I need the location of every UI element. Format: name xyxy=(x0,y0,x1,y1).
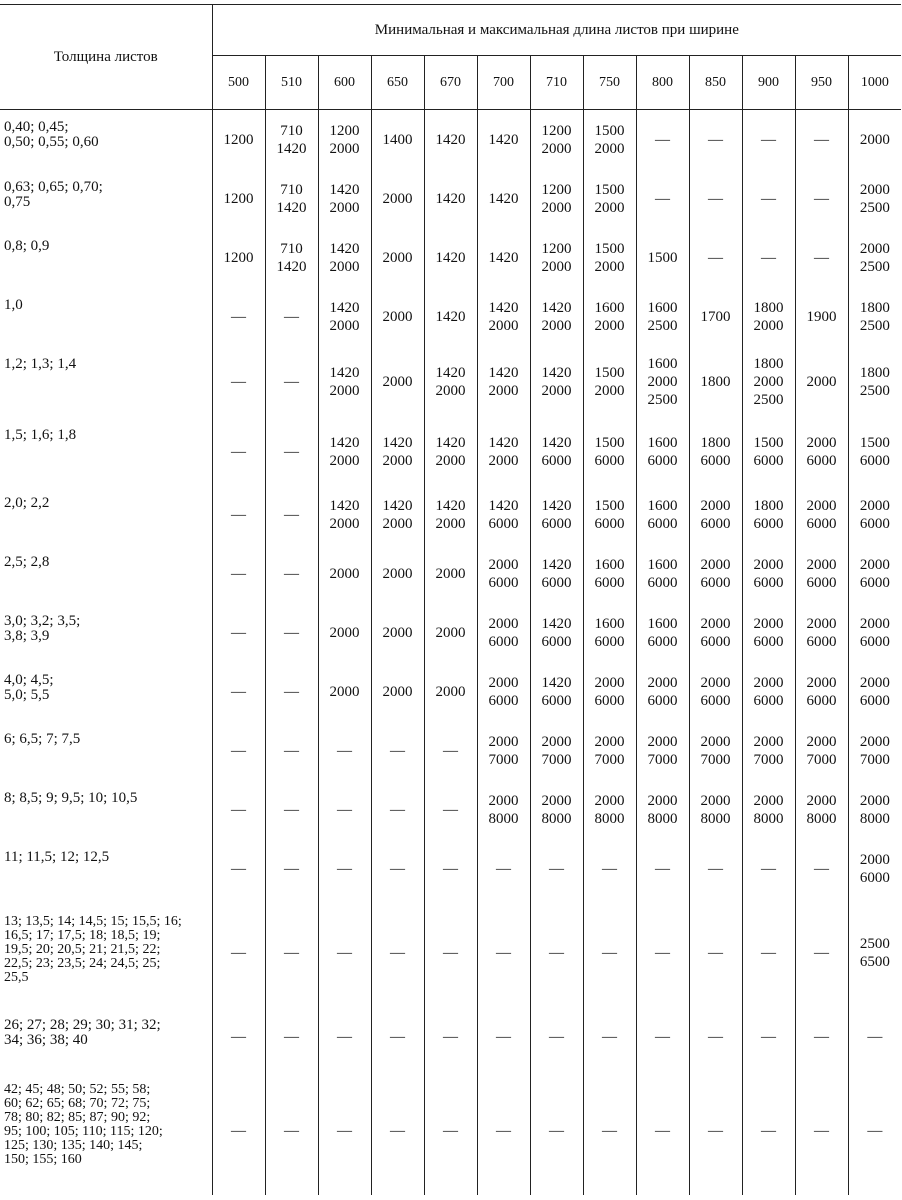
length-cell: 2000 2500 xyxy=(848,229,901,288)
length-cell: 1500 2000 xyxy=(583,229,636,288)
length-cell: 1420 6000 xyxy=(530,663,583,722)
thickness-cell: 4,0; 4,5; 5,0; 5,5 xyxy=(4,671,54,703)
length-cell: 2000 7000 xyxy=(742,722,795,781)
length-cell: 1200 xyxy=(212,170,265,229)
length-cell: 1800 6000 xyxy=(742,486,795,545)
length-cell: 2000 6000 xyxy=(742,604,795,663)
length-cell: 1500 6000 xyxy=(583,418,636,486)
length-cell: 1420 2000 xyxy=(530,347,583,418)
thickness-cell: 3,0; 3,2; 3,5; 3,8; 3,9 xyxy=(4,612,81,644)
length-cell: — xyxy=(689,1008,742,1067)
thickness-cell: 1,5; 1,6; 1,8 xyxy=(4,426,77,443)
length-cell: 1420 2000 xyxy=(477,288,530,347)
length-cell: — xyxy=(795,899,848,1008)
length-cell: — xyxy=(477,840,530,899)
length-cell: 2000 8000 xyxy=(848,781,901,840)
length-cell: — xyxy=(424,1067,477,1195)
length-cell: 2000 xyxy=(424,604,477,663)
length-cell: — xyxy=(583,899,636,1008)
length-cell: 1420 2000 xyxy=(318,418,371,486)
length-cell: — xyxy=(583,1008,636,1067)
width-header-750: 750 xyxy=(583,56,636,110)
length-cell: 2000 xyxy=(424,663,477,722)
length-cell: 2000 6000 xyxy=(795,545,848,604)
length-cell: — xyxy=(318,840,371,899)
width-header-800: 800 xyxy=(636,56,689,110)
thickness-column-header: Толщина листов xyxy=(0,5,212,110)
length-cell: — xyxy=(265,486,318,545)
thickness-cell: 42; 45; 48; 50; 52; 55; 58; 60; 62; 65; 68; 70; 72; 75; 78; 80; 82; 85; 87; 90; 92; 95; 100; 105; 110; 115; 120; 125; 130; 135; 140; 145; 150; 155; 160 xyxy=(4,1081,163,1167)
length-cell: — xyxy=(583,1067,636,1195)
length-cell: — xyxy=(212,486,265,545)
table-row xyxy=(0,722,901,781)
length-cell: — xyxy=(212,545,265,604)
length-cell: — xyxy=(265,899,318,1008)
table-row xyxy=(0,1008,901,1067)
length-cell: 1800 2500 xyxy=(848,347,901,418)
table-row xyxy=(0,110,901,170)
length-cell: 2000 xyxy=(318,604,371,663)
length-cell: — xyxy=(795,110,848,170)
length-cell: 1800 2000 xyxy=(742,288,795,347)
width-header-600: 600 xyxy=(318,56,371,110)
length-cell: 2000 6000 xyxy=(477,663,530,722)
length-cell: 1420 2000 xyxy=(318,288,371,347)
length-cell: 1420 2000 xyxy=(318,229,371,288)
length-cell: 1600 2000 xyxy=(583,288,636,347)
width-header-500: 500 xyxy=(212,56,265,110)
length-cell: 2000 6000 xyxy=(636,663,689,722)
length-cell: 1420 2000 xyxy=(371,418,424,486)
length-cell: — xyxy=(477,899,530,1008)
length-cell: 1500 6000 xyxy=(742,418,795,486)
length-cell: 1420 2000 xyxy=(477,347,530,418)
length-cell: 1420 2000 xyxy=(318,170,371,229)
length-cell: 2000 xyxy=(371,604,424,663)
length-cell: — xyxy=(636,1067,689,1195)
length-cell: — xyxy=(795,1067,848,1195)
length-cell: — xyxy=(636,1008,689,1067)
length-cell: 2000 6000 xyxy=(689,486,742,545)
table-row xyxy=(0,1067,901,1195)
length-cell: 1800 2500 xyxy=(848,288,901,347)
length-cell: 2000 8000 xyxy=(583,781,636,840)
length-cell: 1420 6000 xyxy=(530,604,583,663)
length-cell: 1420 6000 xyxy=(530,486,583,545)
length-cell: — xyxy=(689,899,742,1008)
thickness-cell: 11; 11,5; 12; 12,5 xyxy=(4,848,110,865)
length-cell: — xyxy=(318,1067,371,1195)
length-cell: 1600 6000 xyxy=(636,486,689,545)
table-row xyxy=(0,604,901,663)
length-cell: 2500 6500 xyxy=(848,899,901,1008)
length-cell: 2000 7000 xyxy=(583,722,636,781)
length-cell: 1200 2000 xyxy=(318,110,371,170)
length-cell: 2000 6000 xyxy=(689,545,742,604)
length-cell: 710 1420 xyxy=(265,110,318,170)
length-cell: — xyxy=(371,840,424,899)
length-cell: 2000 xyxy=(424,545,477,604)
length-cell: — xyxy=(689,1067,742,1195)
length-cell: — xyxy=(689,110,742,170)
length-cell: — xyxy=(265,347,318,418)
length-cell: 2000 6000 xyxy=(477,545,530,604)
length-cell: — xyxy=(636,840,689,899)
length-cell: 2000 6000 xyxy=(795,418,848,486)
width-header-650: 650 xyxy=(371,56,424,110)
table-row xyxy=(0,486,901,545)
length-cell: 1800 6000 xyxy=(689,418,742,486)
table-row xyxy=(0,663,901,722)
length-cell: 1420 xyxy=(424,229,477,288)
length-cell: — xyxy=(424,722,477,781)
thickness-cell: 26; 27; 28; 29; 30; 31; 32; 34; 36; 38; 40 xyxy=(4,1016,161,1048)
length-cell: 1420 xyxy=(424,288,477,347)
length-cell: 2000 7000 xyxy=(636,722,689,781)
length-cell: — xyxy=(318,1008,371,1067)
length-cell: — xyxy=(265,418,318,486)
length-cell: 2000 xyxy=(371,545,424,604)
length-cell: — xyxy=(689,840,742,899)
length-cell: 2000 6000 xyxy=(689,663,742,722)
thickness-cell: 1,2; 1,3; 1,4 xyxy=(4,355,77,372)
length-cell: — xyxy=(848,1067,901,1195)
length-cell: — xyxy=(795,1008,848,1067)
table-row xyxy=(0,229,901,288)
length-cell: — xyxy=(318,899,371,1008)
width-header-710: 710 xyxy=(530,56,583,110)
length-cell: — xyxy=(265,663,318,722)
length-cell: — xyxy=(265,1008,318,1067)
length-cell: — xyxy=(530,899,583,1008)
length-cell: 1500 2000 xyxy=(583,347,636,418)
length-cell: — xyxy=(742,840,795,899)
table-row xyxy=(0,781,901,840)
length-cell: 2000 6000 xyxy=(689,604,742,663)
length-cell: — xyxy=(212,1067,265,1195)
thickness-cell: 0,40; 0,45; 0,50; 0,55; 0,60 xyxy=(4,119,99,150)
length-cell: 2000 xyxy=(371,170,424,229)
length-cell: — xyxy=(265,840,318,899)
length-cell: 1600 2500 xyxy=(636,288,689,347)
length-cell: — xyxy=(636,899,689,1008)
length-cell: — xyxy=(212,663,265,722)
length-cell: 1420 xyxy=(424,110,477,170)
length-cell: — xyxy=(265,1067,318,1195)
length-cell: — xyxy=(477,1008,530,1067)
table-row xyxy=(0,899,901,1008)
thickness-cell: 13; 13,5; 14; 14,5; 15; 15,5; 16; 16,5; 17; 17,5; 18; 18,5; 19; 19,5; 20; 20,5; 21; 21,5; 22; 22,5; 23; 23,5; 24; 24,5; 25; 25,5 xyxy=(4,913,182,985)
length-cell: 2000 8000 xyxy=(742,781,795,840)
length-cell: 1420 xyxy=(424,170,477,229)
length-cell: 1600 6000 xyxy=(636,545,689,604)
length-cell: 1500 6000 xyxy=(848,418,901,486)
length-cell: — xyxy=(742,229,795,288)
length-cell: — xyxy=(530,840,583,899)
length-cell: 1420 2000 xyxy=(371,486,424,545)
length-cell: 1500 2000 xyxy=(583,170,636,229)
length-cell: 2000 xyxy=(371,663,424,722)
length-cell: 2000 7000 xyxy=(848,722,901,781)
table-row xyxy=(0,545,901,604)
length-cell: — xyxy=(212,840,265,899)
length-cell: — xyxy=(212,899,265,1008)
length-cell: 1600 6000 xyxy=(636,418,689,486)
thickness-cell: 6; 6,5; 7; 7,5 xyxy=(4,730,81,747)
width-header-1000: 1000 xyxy=(848,56,901,110)
length-cell: 1420 xyxy=(477,229,530,288)
length-cell: 2000 6000 xyxy=(848,663,901,722)
length-cell: 1500 xyxy=(636,229,689,288)
length-cell: 2000 6000 xyxy=(848,604,901,663)
length-cell: 1400 xyxy=(371,110,424,170)
length-cell: 1800 2000 2500 xyxy=(742,347,795,418)
length-cell: — xyxy=(265,288,318,347)
length-cell: 2000 6000 xyxy=(848,545,901,604)
length-cell: — xyxy=(636,110,689,170)
length-cell: — xyxy=(371,899,424,1008)
length-cell: 1420 2000 xyxy=(318,347,371,418)
length-cell: 1420 2000 xyxy=(424,486,477,545)
thickness-cell: 1,0 xyxy=(4,296,23,313)
thickness-cell: 0,8; 0,9 xyxy=(4,237,50,254)
length-cell: 2000 6000 xyxy=(742,545,795,604)
length-cell: 1600 6000 xyxy=(636,604,689,663)
length-cell: — xyxy=(212,347,265,418)
length-cell: — xyxy=(212,288,265,347)
length-cell: — xyxy=(265,604,318,663)
length-cell: 2000 8000 xyxy=(477,781,530,840)
thickness-cell: 2,0; 2,2 xyxy=(4,494,50,511)
length-cell: 710 1420 xyxy=(265,229,318,288)
width-header-950: 950 xyxy=(795,56,848,110)
length-cell: 1200 2000 xyxy=(530,170,583,229)
table-row xyxy=(0,418,901,486)
length-cell: — xyxy=(636,170,689,229)
table-row xyxy=(0,288,901,347)
width-header-700: 700 xyxy=(477,56,530,110)
length-cell: 2000 xyxy=(795,347,848,418)
length-cell: — xyxy=(795,170,848,229)
length-cell: 2000 xyxy=(318,545,371,604)
length-cell: 2000 6000 xyxy=(742,663,795,722)
thickness-cell: 8; 8,5; 9; 9,5; 10; 10,5 xyxy=(4,789,138,806)
length-cell: — xyxy=(424,781,477,840)
length-cell: 2000 8000 xyxy=(689,781,742,840)
length-cell: 1420 2000 xyxy=(424,418,477,486)
length-cell: — xyxy=(424,1008,477,1067)
length-cell: — xyxy=(742,1067,795,1195)
thickness-cell: 2,5; 2,8 xyxy=(4,553,50,570)
length-cell: — xyxy=(212,604,265,663)
width-header-670: 670 xyxy=(424,56,477,110)
length-cell: 1800 xyxy=(689,347,742,418)
length-cell: — xyxy=(265,722,318,781)
length-cell: 1420 xyxy=(477,110,530,170)
length-cell: 2000 8000 xyxy=(530,781,583,840)
length-cell: 1420 2000 xyxy=(424,347,477,418)
sheet-length-table xyxy=(0,4,901,1195)
length-cell: — xyxy=(371,1008,424,1067)
length-cell: — xyxy=(371,722,424,781)
length-cell: 1200 2000 xyxy=(530,229,583,288)
length-group-header: Минимальная и максимальная длина листов при ширине xyxy=(212,5,901,56)
length-cell: — xyxy=(265,781,318,840)
length-cell: 1420 2000 xyxy=(318,486,371,545)
length-cell: — xyxy=(742,1008,795,1067)
width-header-900: 900 xyxy=(742,56,795,110)
length-cell: 2000 6000 xyxy=(583,663,636,722)
length-cell: 1200 xyxy=(212,229,265,288)
length-cell: 2000 xyxy=(371,288,424,347)
width-header-850: 850 xyxy=(689,56,742,110)
length-cell: 2000 xyxy=(318,663,371,722)
length-cell: 2000 7000 xyxy=(795,722,848,781)
length-cell: — xyxy=(689,229,742,288)
length-cell: 1500 2000 xyxy=(583,110,636,170)
length-cell: — xyxy=(212,722,265,781)
length-cell: 2000 7000 xyxy=(689,722,742,781)
length-cell: — xyxy=(212,1008,265,1067)
length-cell: 2000 6000 xyxy=(795,663,848,722)
length-cell: — xyxy=(371,781,424,840)
length-cell: 2000 8000 xyxy=(636,781,689,840)
length-cell: 2000 7000 xyxy=(477,722,530,781)
length-cell: 1900 xyxy=(795,288,848,347)
length-cell: — xyxy=(742,110,795,170)
length-cell: — xyxy=(371,1067,424,1195)
length-cell: 710 1420 xyxy=(265,170,318,229)
length-cell: 1420 xyxy=(477,170,530,229)
table-row xyxy=(0,170,901,229)
length-cell: — xyxy=(795,229,848,288)
length-cell: 2000 6000 xyxy=(848,486,901,545)
length-cell: — xyxy=(318,781,371,840)
length-cell: 2000 2500 xyxy=(848,170,901,229)
width-header-510: 510 xyxy=(265,56,318,110)
length-cell: — xyxy=(583,840,636,899)
length-cell: 1600 6000 xyxy=(583,545,636,604)
length-cell: 2000 xyxy=(371,229,424,288)
length-cell: 2000 xyxy=(848,110,901,170)
length-cell: 1600 6000 xyxy=(583,604,636,663)
length-cell: — xyxy=(848,1008,901,1067)
length-cell: 1700 xyxy=(689,288,742,347)
length-cell: 1200 xyxy=(212,110,265,170)
length-cell: — xyxy=(530,1008,583,1067)
length-cell: — xyxy=(424,899,477,1008)
table-row xyxy=(0,347,901,418)
length-cell: — xyxy=(265,545,318,604)
length-cell: 1420 6000 xyxy=(530,545,583,604)
length-cell: — xyxy=(212,418,265,486)
length-cell: 1420 6000 xyxy=(477,486,530,545)
length-cell: 1420 2000 xyxy=(530,288,583,347)
length-cell: — xyxy=(318,722,371,781)
length-cell: 1420 6000 xyxy=(530,418,583,486)
length-cell: 1200 2000 xyxy=(530,110,583,170)
length-cell: 2000 8000 xyxy=(795,781,848,840)
length-cell: — xyxy=(795,840,848,899)
length-cell: — xyxy=(477,1067,530,1195)
length-cell: 2000 6000 xyxy=(795,486,848,545)
length-cell: 2000 xyxy=(371,347,424,418)
length-cell: — xyxy=(424,840,477,899)
length-cell: — xyxy=(212,781,265,840)
length-cell: 1420 2000 xyxy=(477,418,530,486)
length-cell: 1600 2000 2500 xyxy=(636,347,689,418)
length-cell: — xyxy=(742,170,795,229)
table-row xyxy=(0,840,901,899)
length-cell: 2000 6000 xyxy=(795,604,848,663)
length-cell: — xyxy=(742,899,795,1008)
length-cell: — xyxy=(689,170,742,229)
length-cell: 2000 6000 xyxy=(477,604,530,663)
length-cell: 1500 6000 xyxy=(583,486,636,545)
length-cell: 2000 7000 xyxy=(530,722,583,781)
table-body xyxy=(0,110,901,1195)
thickness-cell: 0,63; 0,65; 0,70; 0,75 xyxy=(4,178,103,210)
length-cell: — xyxy=(530,1067,583,1195)
length-cell: 2000 6000 xyxy=(848,840,901,899)
